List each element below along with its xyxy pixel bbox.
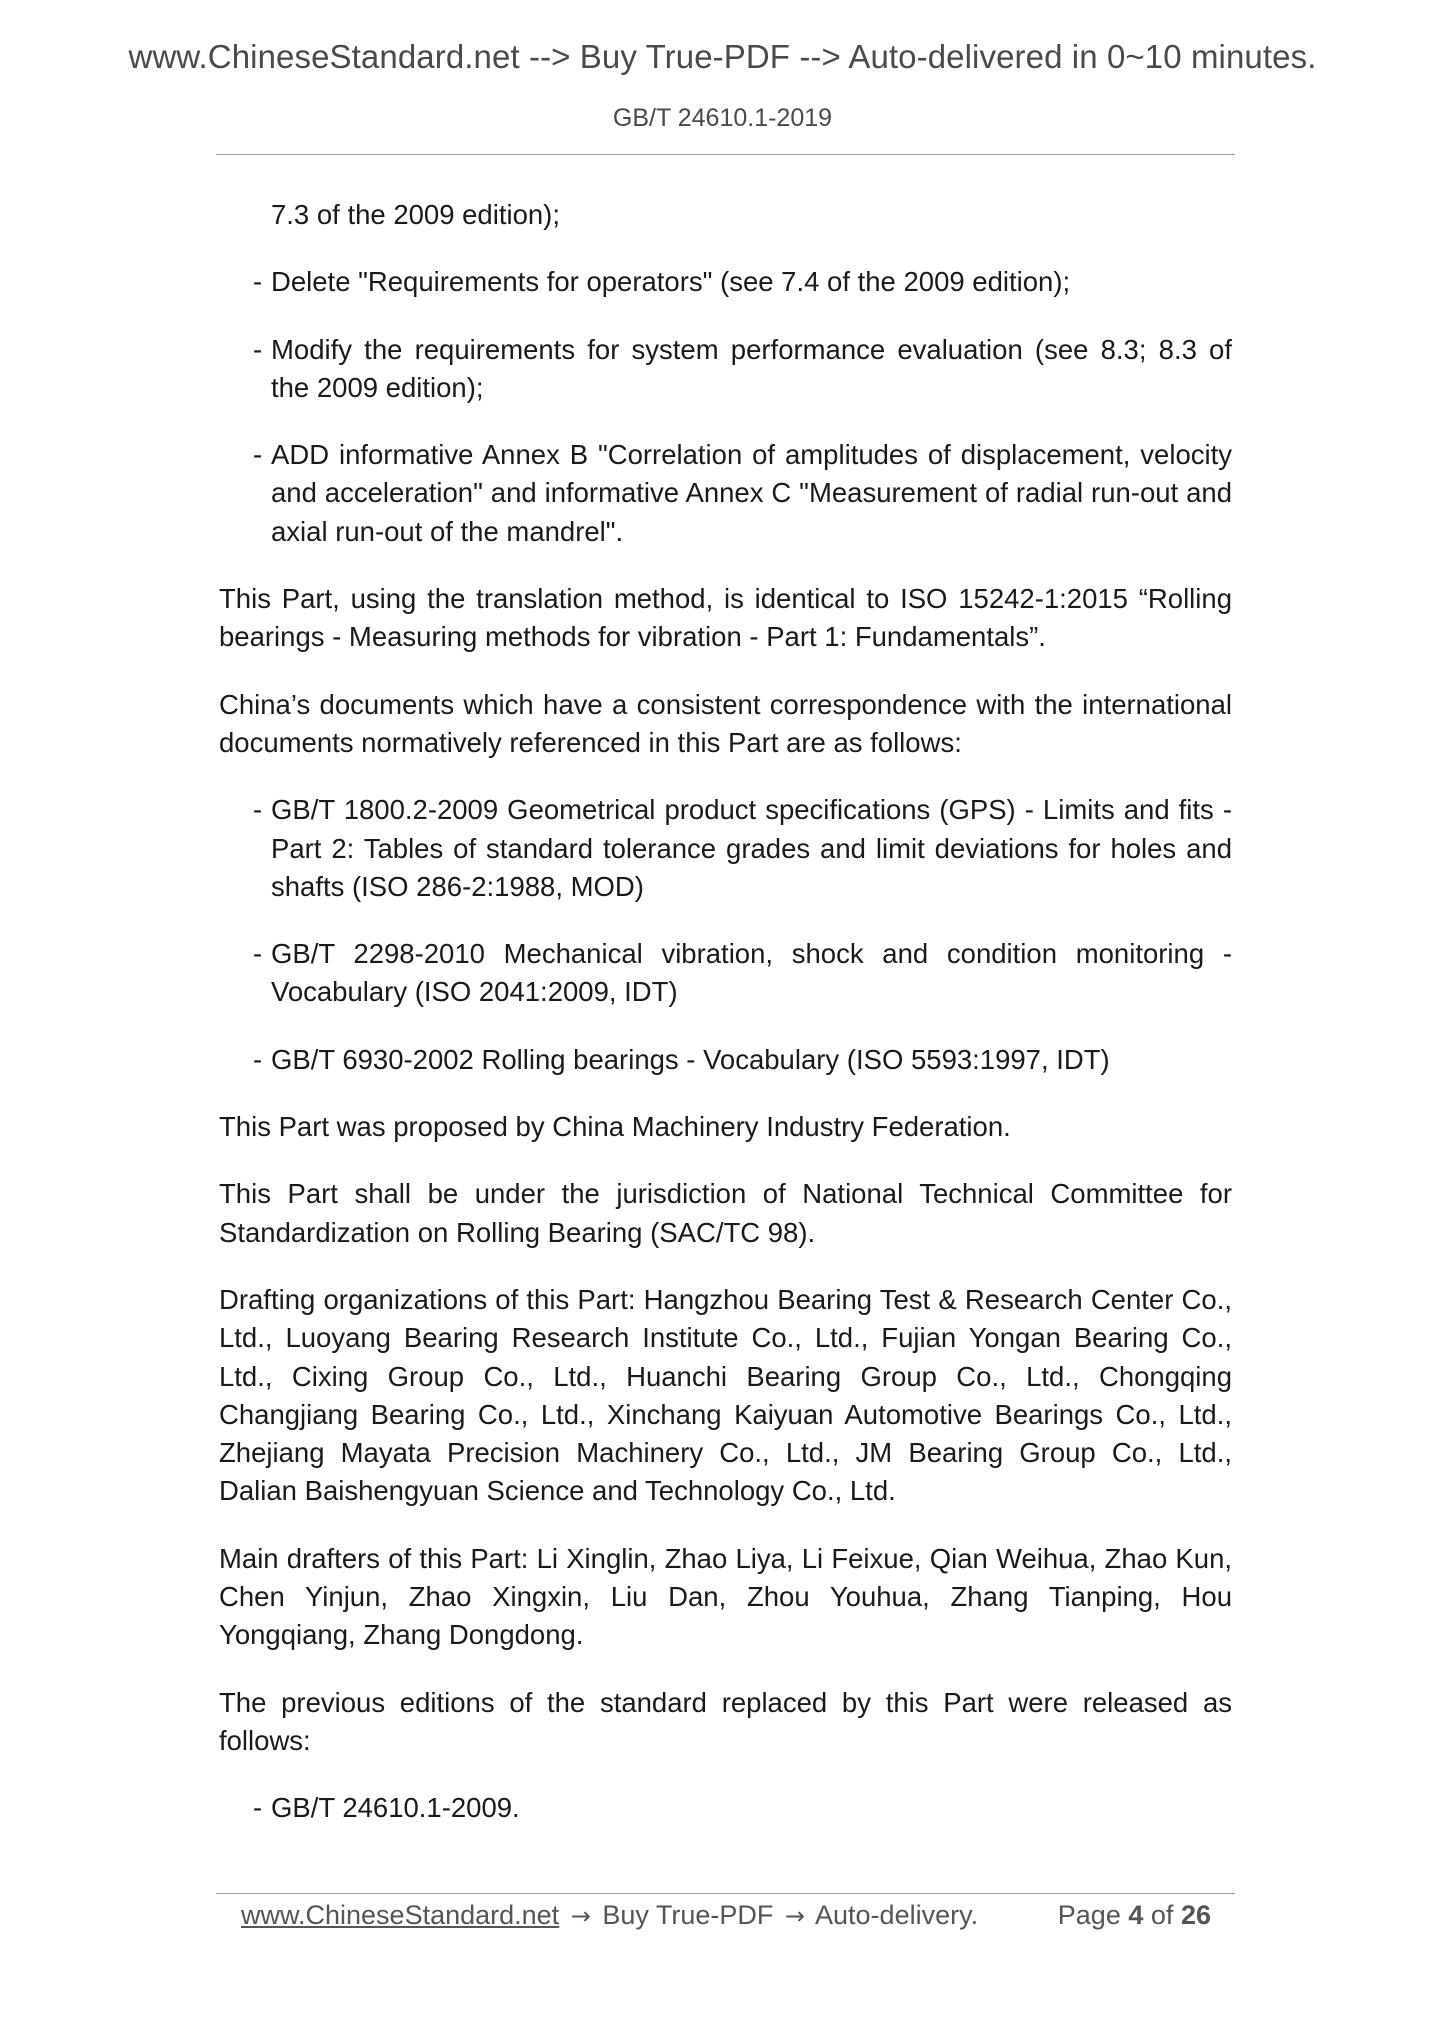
arrow-right-icon: → — [570, 1902, 591, 1930]
page-number: 4 — [1128, 1900, 1144, 1930]
bullet-dash: - — [253, 938, 263, 970]
footer-delivery-text: Auto-delivery. — [815, 1900, 979, 1930]
reference-item — [219, 791, 1232, 906]
proposed-by: This Part was proposed by China Machinery Industry Federation. — [219, 1111, 1011, 1143]
main-drafters: Main drafters of this Part: Li Xinglin, Zhao Liya, Li Feixue, Qian Weihua, Zhao Kun, Chen Yinjun, Zhao Xingxin, Liu Dan, Zhou Youhua, Zhang Tianping, Hou Yongqiang, Zhang Dongdong. — [219, 1542, 1232, 1651]
of-label: of — [1150, 1900, 1174, 1930]
bullet-dash: - — [253, 1043, 263, 1075]
bullet-dash: - — [253, 794, 263, 826]
drafting-organizations: Drafting organizations of this Part: Hangzhou Bearing Test & Research Center Co., Ltd., Luoyang Bearing Research Institute Co., Ltd., Fujian Yongan Bearing Co., Ltd., Cixing Group Co., Ltd., Huanchi Bearing Group Co., Ltd., Chongqing Changjiang Bearing Co., Ltd., Xinchang Kaiyuan Automotive Bearings Co., Ltd., Zhejiang Mayata Precision Machinery Co., Ltd., JM Bearing Group Co., Ltd., Dalian Baishengyuan Science and Technology Co., Ltd. — [219, 1283, 1232, 1507]
page-footer — [241, 1900, 1211, 1931]
reference-text: GB/T 2298-2010 Mechanical vibration, shock and condition monitoring - Vocabulary (ISO 2041:2009, IDT) — [271, 938, 1232, 1008]
translation-note: This Part, using the translation method, is identical to ISO 15242-1:2015 “Rolling bearings - Measuring methods for vibration - Part 1: Fundamentals”. — [219, 583, 1232, 653]
previous-edition-item — [219, 1789, 1232, 1827]
site-banner[interactable]: www.ChineseStandard.net --> Buy True-PDF --> Auto-delivered in 0~10 minutes. — [128, 38, 1317, 75]
footer-site-link[interactable]: www.ChineseStandard.net — [241, 1900, 560, 1930]
change-item-text: Delete "Requirements for operators" (see 7.4 of the 2009 edition); — [271, 266, 1071, 298]
page-label: Page — [1057, 1900, 1121, 1930]
jurisdiction: This Part shall be under the jurisdiction of National Technical Committee for Standardization on Rolling Bearing (SAC/TC 98). — [219, 1178, 1232, 1248]
reference-text: GB/T 1800.2-2009 Geometrical product specifications (GPS) - Limits and fits - Part 2: Tables of standard tolerance grades and limit deviations for holes and shafts (ISO 286-2:1988, MOD) — [271, 794, 1232, 902]
previous-editions-intro: The previous editions of the standard replaced by this Part were released as follows: — [219, 1686, 1232, 1756]
page-indicator — [1058, 1900, 1211, 1931]
change-item — [219, 331, 1232, 408]
bullet-dash: - — [253, 266, 263, 298]
change-item — [219, 436, 1232, 551]
bullet-dash: - — [253, 1792, 263, 1824]
reference-item — [219, 1041, 1232, 1079]
reference-item — [219, 935, 1232, 1012]
correspondence-intro: China’s documents which have a consistent correspondence with the international documents normatively referenced in this Part are as follows: — [219, 688, 1232, 758]
previous-edition-text: GB/T 24610.1-2009. — [271, 1792, 520, 1824]
footer-buy-text: Buy True-PDF — [602, 1900, 774, 1930]
reference-text: GB/T 6930-2002 Rolling bearings - Vocabulary (ISO 5593:1997, IDT) — [271, 1043, 1110, 1075]
continued-change-item: 7.3 of the 2009 edition); — [271, 199, 560, 230]
footer-divider — [216, 1893, 1235, 1894]
header-divider — [216, 154, 1235, 155]
arrow-right-icon: → — [784, 1902, 805, 1930]
standard-code-header: GB/T 24610.1-2019 — [612, 104, 833, 132]
change-item-text: Modify the requirements for system performance evaluation (see 8.3; 8.3 of the 2009 edition); — [271, 333, 1232, 403]
total-pages: 26 — [1180, 1900, 1211, 1930]
change-item-text: ADD informative Annex B "Correlation of amplitudes of displacement, velocity and acceleration" and informative Annex C "Measurement of radial run-out and axial run-out of the mandrel". — [271, 439, 1232, 547]
bullet-dash: - — [253, 333, 263, 365]
bullet-dash: - — [253, 439, 263, 471]
change-item — [219, 263, 1232, 301]
document-body — [219, 196, 1232, 1857]
